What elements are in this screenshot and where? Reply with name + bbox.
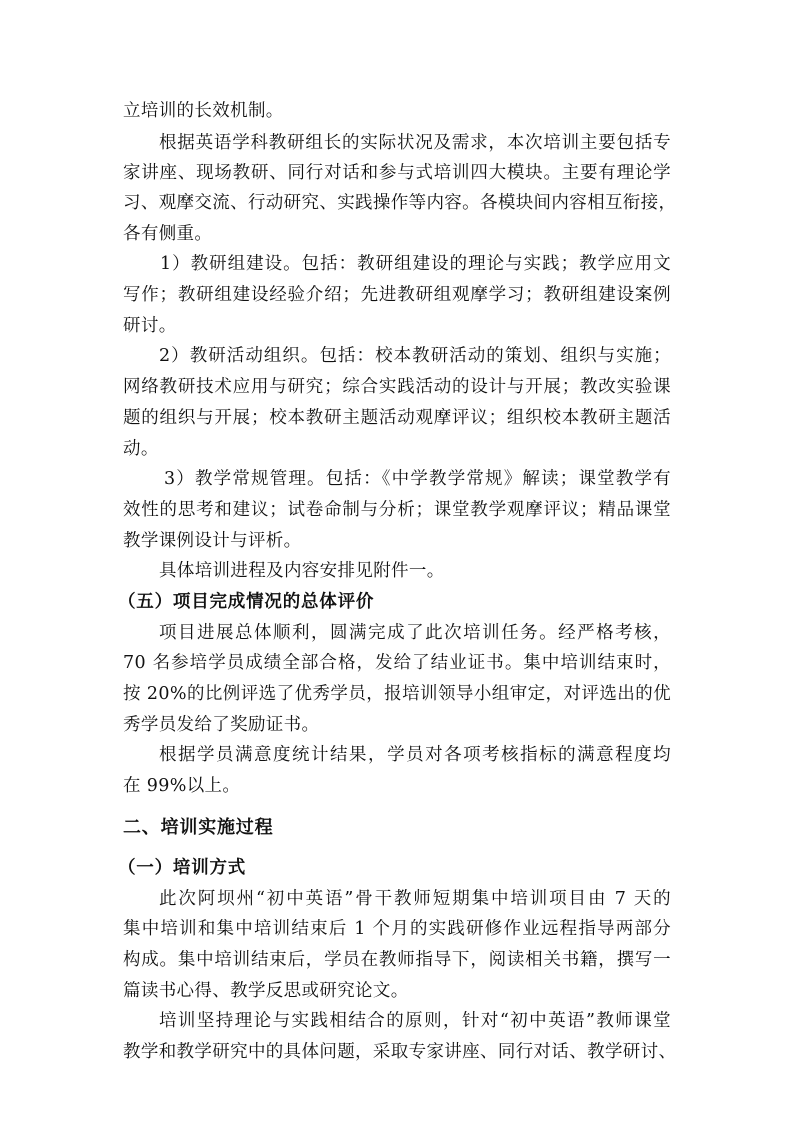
section-heading: （五）项目完成情况的总体评价: [118, 592, 375, 612]
paragraph-line: 立培训的长效机制。: [123, 101, 284, 121]
paragraph-line: 集中培训和集中培训结束后 1 个月的实践研修作业远程指导两部分: [123, 919, 671, 939]
paragraph-line: 按 20%的比例评选了优秀学员，报培训领导小组审定，对评选出的优: [123, 684, 671, 704]
list-item-line: 研讨。: [123, 316, 177, 336]
list-item-line: 2）教研活动组织。包括：校本教研活动的策划、组织与实施；: [159, 346, 671, 366]
list-item-line: 3）教学常规管理。包括：《中学教学常规》解读；课堂教学有: [164, 469, 671, 489]
paragraph-line: 此次阿坝州“初中英语”骨干教师短期集中培训项目由 7 天的: [159, 889, 671, 909]
paragraph-line: 具体培训进程及内容安排见附件一。: [159, 561, 445, 581]
paragraph-line: 各有侧重。: [123, 224, 213, 244]
paragraph-line: 根据学员满意度统计结果，学员对各项考核指标的满意程度均: [159, 745, 671, 765]
list-item-line: 写作；教研组建设经验介绍；先进教研组观摩学习；教研组建设案例: [123, 285, 671, 305]
paragraph-line: 根据英语学科教研组长的实际状况及需求，本次培训主要包括专: [159, 133, 671, 153]
list-item-line: 题的组织与开展；校本教研主题活动观摩评议；组织校本教研主题活: [123, 408, 671, 428]
paragraph-line: 70 名参培学员成绩全部合格，发给了结业证书。集中培训结束时，: [123, 653, 671, 673]
list-item-line: 动。: [123, 439, 159, 459]
paragraph-line: 在 99%以上。: [123, 776, 241, 796]
paragraph-line: 教学和教学研究中的具体问题，采取专家讲座、同行对话、教学研讨、: [123, 1042, 677, 1062]
list-item-line: 1）教研组建设。包括：教研组建设的理论与实践；教学应用文: [160, 254, 671, 274]
paragraph-line: 家讲座、现场教研、同行对话和参与式培训四大模块。主要有理论学: [123, 163, 671, 183]
paragraph-line: 习、观摩交流、行动研究、实践操作等内容。各模块间内容相互衔接，: [123, 193, 677, 213]
chapter-heading: 二、培训实施过程: [123, 817, 274, 838]
section-heading: （一）培训方式: [118, 858, 247, 878]
list-item-line: 教学课例设计与评析。: [123, 531, 302, 551]
paragraph-line: 秀学员发给了奖励证书。: [123, 715, 320, 735]
list-item-line: 效性的思考和建议；试卷命制与分析；课堂教学观摩评议；精品课堂: [123, 500, 671, 520]
paragraph-line: 培训坚持理论与实践相结合的原则，针对“初中英语”教师课堂: [159, 1011, 671, 1031]
paragraph-line: 构成。集中培训结束后，学员在教师指导下，阅读相关书籍，撰写一: [123, 950, 671, 970]
paragraph-line: 篇读书心得、教学反思或研究论文。: [123, 981, 409, 1001]
paragraph-line: 项目进展总体顺利，圆满完成了此次培训任务。经严格考核，: [159, 623, 671, 643]
list-item-line: 网络教研技术应用与研究；综合实践活动的设计与开展；教改实验课: [123, 377, 671, 397]
